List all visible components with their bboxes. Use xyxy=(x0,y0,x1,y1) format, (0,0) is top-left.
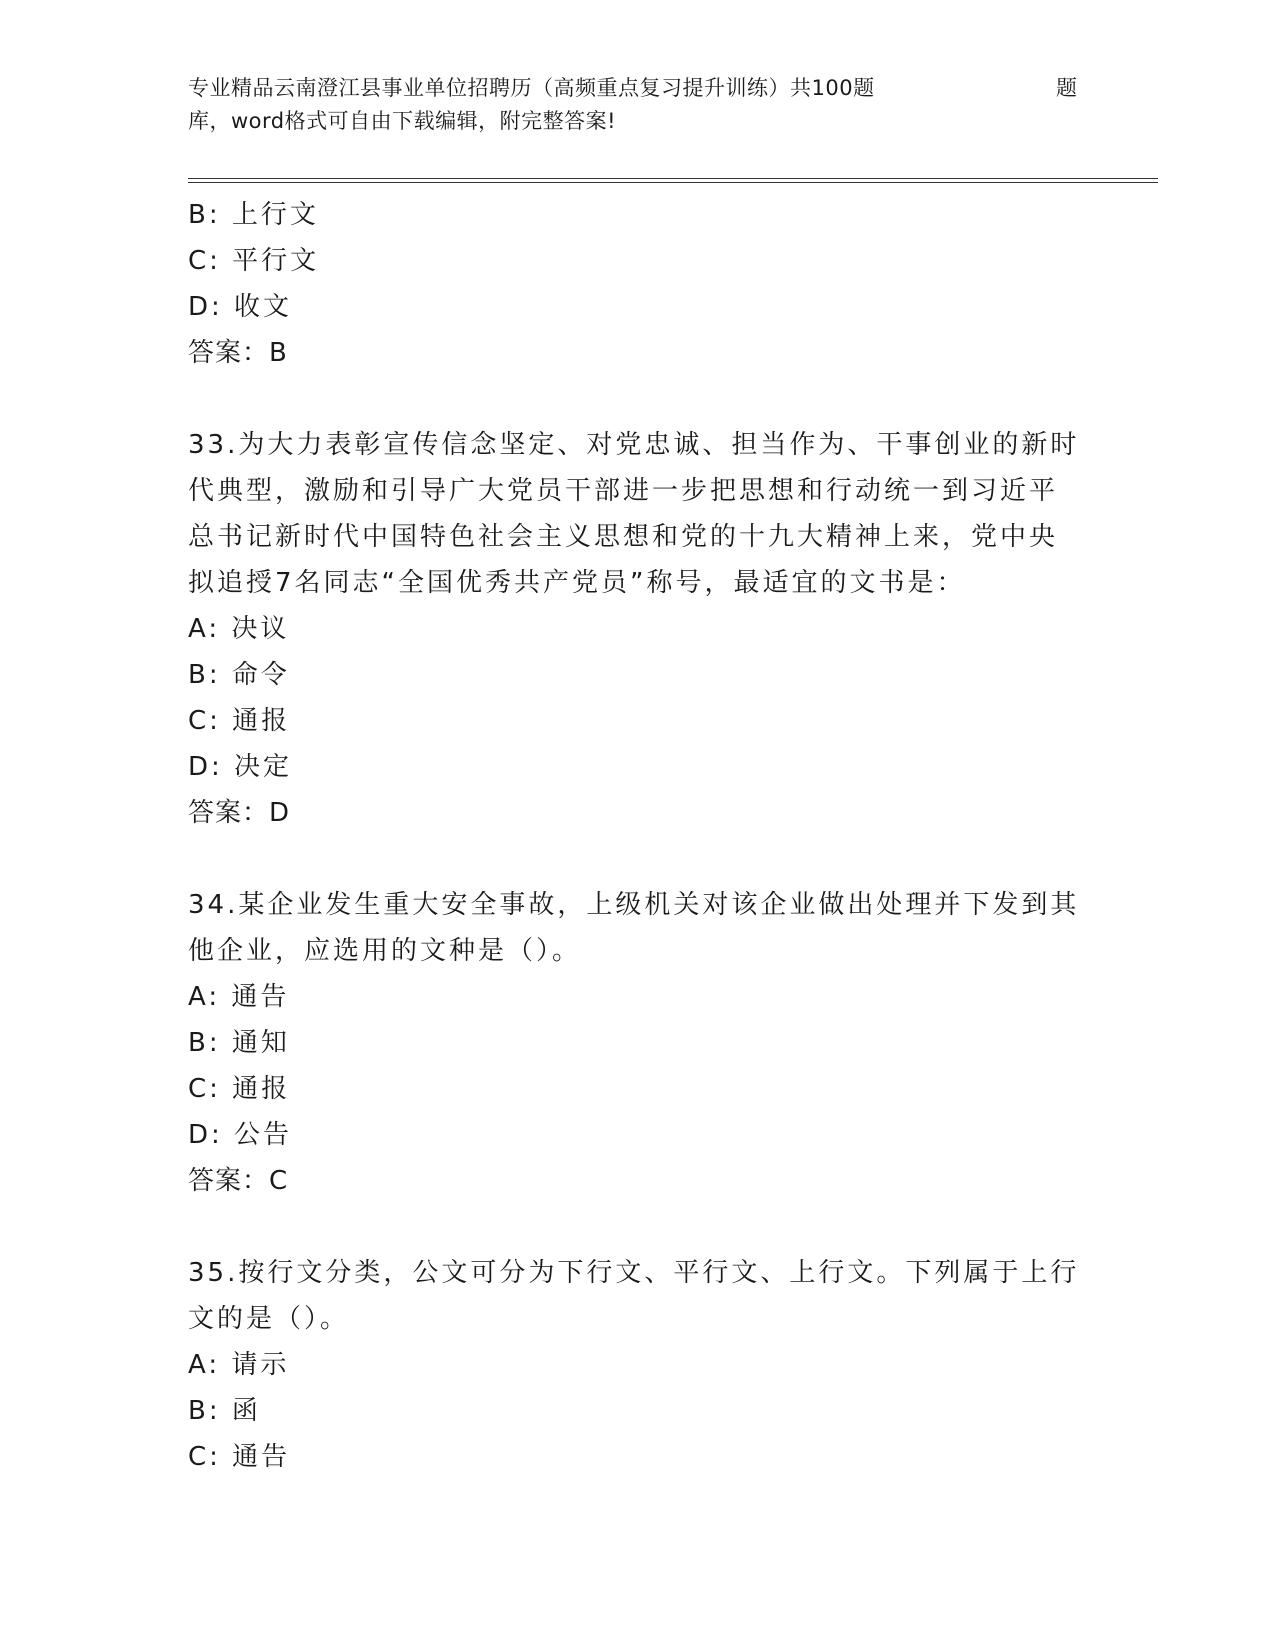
option-line: D: 决定 xyxy=(188,752,293,782)
question-text-line: 他企业，应选用的文种是（）。 xyxy=(188,936,582,966)
question-text-line: 33.为大力表彰宣传信念坚定、对党忠诚、担当作为、干事创业的新时 xyxy=(188,430,1080,460)
spacer xyxy=(188,1204,1088,1250)
question-33 xyxy=(188,422,1088,836)
answer-line: 答案：D xyxy=(188,798,291,828)
option-line: B: 通知 xyxy=(188,1028,290,1058)
question-text-line: 文的是（）。 xyxy=(188,1304,350,1334)
option-line: C: 通报 xyxy=(188,706,291,736)
option-line: B: 命令 xyxy=(188,660,290,690)
header-title-tail: 题 xyxy=(1056,76,1078,100)
option-line: A: 请示 xyxy=(188,1350,290,1380)
page-header xyxy=(188,72,1088,138)
option-line: A: 通告 xyxy=(188,982,290,1012)
option-line: C: 平行文 xyxy=(188,246,320,276)
option-line: B: 函 xyxy=(188,1396,261,1426)
option-line: C: 通报 xyxy=(188,1074,291,1104)
header-divider-top xyxy=(188,178,1158,179)
option-line: D: 收文 xyxy=(188,292,293,322)
spacer xyxy=(188,836,1088,882)
header-title-line-1 xyxy=(188,72,1088,105)
option-line: C: 通告 xyxy=(188,1442,291,1472)
question-34 xyxy=(188,882,1088,1204)
question-text-line: 34.某企业发生重大安全事故，上级机关对该企业做出处理并下发到其 xyxy=(188,890,1080,920)
question-text-line: 拟追授7名同志“全国优秀共产党员”称号，最适宜的文书是： xyxy=(188,568,966,598)
header-divider-bottom xyxy=(188,182,1158,183)
option-line: D: 公告 xyxy=(188,1120,293,1150)
spacer xyxy=(188,376,1088,422)
header-title-line-2: 库，word格式可自由下载编辑，附完整答案! xyxy=(188,109,617,133)
answer-line: 答案：B xyxy=(188,338,288,368)
option-line: A: 决议 xyxy=(188,614,290,644)
option-line: B: 上行文 xyxy=(188,200,319,230)
document-body xyxy=(188,192,1088,1480)
question-text-line: 代典型，激励和引导广大党员干部进一步把思想和行动统一到习近平 xyxy=(188,476,1059,506)
question-text-line: 总书记新时代中国特色社会主义思想和党的十九大精神上来，党中央 xyxy=(188,522,1059,552)
question-text-line: 35.按行文分类，公文可分为下行文、平行文、上行文。下列属于上行 xyxy=(188,1258,1080,1288)
answer-line: 答案：C xyxy=(188,1166,289,1196)
question-35 xyxy=(188,1250,1088,1480)
header-title-text: 专业精品云南澄江县事业单位招聘历（高频重点复习提升训练）共100题 xyxy=(188,76,875,100)
